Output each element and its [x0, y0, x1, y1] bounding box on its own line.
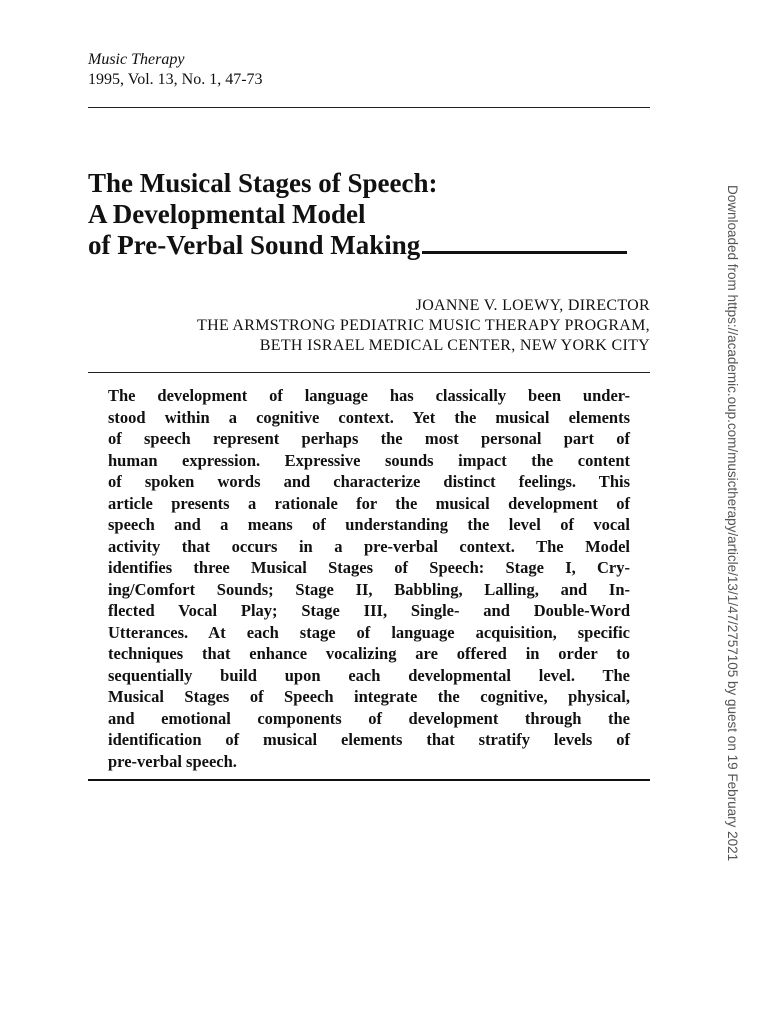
author-affiliation — [197, 296, 650, 356]
abstract-line: speech and a means of understanding the level of vocal — [108, 515, 630, 534]
title-line-3-text: of Pre-Verbal Sound Making — [88, 230, 421, 260]
abstract-line: human expression. Expressive sounds impact the content — [108, 450, 630, 470]
abstract-bottom-rule — [88, 779, 650, 781]
abstract-line: of spoken words and characterize distinct feelings. This — [108, 472, 630, 491]
title-line-2: A Developmental Model — [88, 199, 366, 229]
abstract-line: stood within a cognitive context. Yet the musical elements — [108, 407, 630, 427]
journal-name: Music Therapy — [88, 51, 185, 68]
abstract-line: activity that occurs in a pre-verbal context. The Model — [108, 536, 630, 556]
abstract-line: The development of language has classically been under- — [108, 386, 630, 405]
author-line-3: BETH ISRAEL MEDICAL CENTER, NEW YORK CITY — [259, 337, 650, 354]
abstract-line: identifies three Musical Stages of Speech: Stage I, Cry- — [108, 558, 630, 577]
title-line-1: The Musical Stages of Speech: — [88, 168, 438, 198]
abstract-line: flected Vocal Play; Stage III, Single- and Double-Word — [108, 601, 630, 620]
abstract-line: article presents a rationale for the musical development of — [108, 493, 630, 513]
abstract-line: pre-verbal speech. — [108, 751, 237, 771]
author-line-2: THE ARMSTRONG PEDIATRIC MUSIC THERAPY PROGRAM, — [197, 317, 650, 334]
journal-header — [88, 50, 263, 90]
abstract-top-rule — [88, 372, 650, 373]
download-watermark: Downloaded from https://academic.oup.com/musictherapy/article/13/1/47/2757105 by guest on 19 February 2021 — [725, 185, 740, 862]
abstract-line: identification of musical elements that stratify levels of — [108, 730, 630, 749]
title-underline — [422, 251, 627, 254]
article-title — [88, 168, 668, 261]
abstract-line: sequentially build upon each developmental level. The — [108, 665, 630, 685]
author-line-1: JOANNE V. LOEWY, DIRECTOR — [415, 297, 650, 314]
abstract — [108, 385, 630, 772]
journal-citation: 1995, Vol. 13, No. 1, 47-73 — [88, 71, 263, 88]
abstract-line: Utterances. At each stage of language acquisition, specific — [108, 622, 630, 642]
abstract-line: techniques that enhance vocalizing are offered in order to — [108, 644, 630, 663]
abstract-line: and emotional components of development through the — [108, 708, 630, 728]
header-rule — [88, 107, 650, 108]
title-line-3 — [88, 230, 668, 261]
abstract-line: of speech represent perhaps the most personal part of — [108, 429, 630, 448]
abstract-line: ing/Comfort Sounds; Stage II, Babbling, Lalling, and In- — [108, 579, 630, 599]
abstract-line: Musical Stages of Speech integrate the cognitive, physical, — [108, 687, 630, 706]
